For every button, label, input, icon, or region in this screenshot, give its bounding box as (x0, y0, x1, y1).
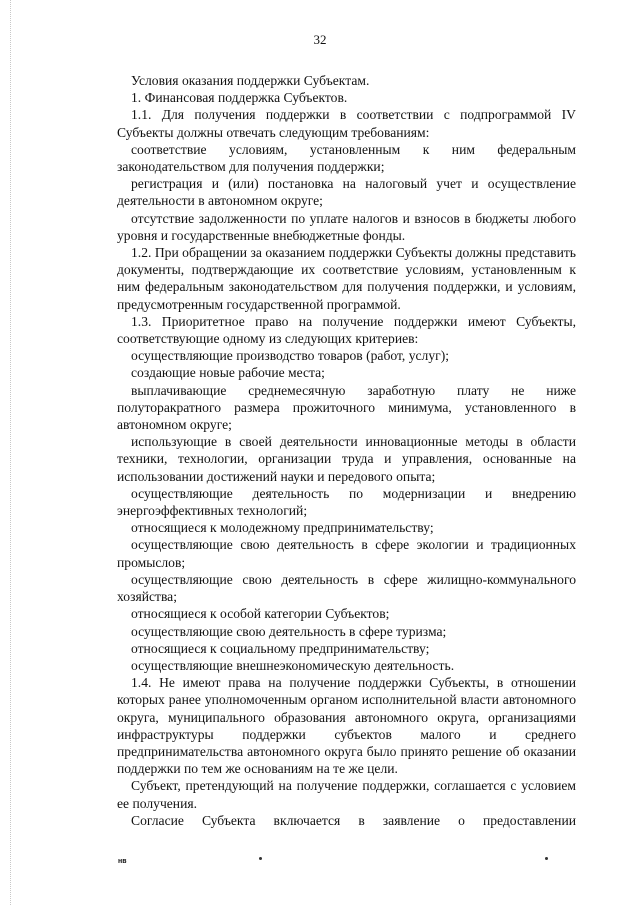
scan-edge (10, 0, 12, 905)
footer-code: нв (118, 858, 127, 865)
criterion-social: относящиеся к социальному предпринимательству; (131, 640, 430, 656)
paragraph-conditions-heading: Условия оказания поддержки Субъектам. (131, 73, 370, 88)
document-body (117, 72, 576, 829)
footer-dot-center (259, 857, 262, 860)
criterion-tourism: осуществляющие свою деятельность в сфере туризма; (131, 623, 447, 639)
criterion-housing: осуществляющие свою деятельность в сфере жилищно-коммунального хозяйства; (117, 571, 576, 605)
criterion-production: осуществляющие производство товаров (работ, услуг); (131, 348, 449, 364)
paragraph-requirement-registration: регистрация и (или) постановка на налоговый учет и осуществление деятельности в автономном округе; (117, 176, 576, 209)
criterion-innovation: использующие в своей деятельности инновационные методы в области техники, технологии, организации труда и управления, основанные на использовании достижений науки и передового опыта; (117, 434, 576, 484)
criterion-modernization: осуществляющие деятельность по модернизации и внедрению энергоэффективных технологий; (117, 485, 576, 519)
criterion-special-category: относящиеся к особой категории Субъектов; (131, 606, 390, 622)
paragraph-consent: Субъект, претендующий на получение поддержки, соглашается с условием ее получения. (117, 778, 576, 811)
paragraph-1-1: 1.1. Для получения поддержки в соответствии с подпрограммой IV Субъекты должны отвечать следующим требованиям: (117, 107, 576, 140)
criterion-foreign-trade: осуществляющие внешнеэкономическую деятельность. (131, 657, 455, 673)
paragraph-1-4: 1.4. Не имеют права на получение поддержки Субъекты, в отношении которых ранее уполномоченным органом исполнительной власти автономного округа, муниципального образования автономного округа, организациями инфраструктуры поддержки субъектов малого и среднего предпринимательства автономного округа было принято решение об оказании поддержки по тем же основаниям на те же цели. (117, 675, 576, 777)
paragraph-requirement-federal: соответствие условиям, установленным к ним федеральным законодательством для получения поддержки; (117, 141, 576, 175)
paragraph-consent-application: Согласие Субъекта включается в заявление о предоставлении (131, 812, 576, 828)
paragraph-1-3: 1.3. Приоритетное право на получение поддержки имеют Субъекты, соответствующие одному из следующих критериев: (117, 313, 576, 347)
paragraph-financial-support: 1. Финансовая поддержка Субъектов. (131, 90, 348, 106)
paragraph-1-2: 1.2. При обращении за оказанием поддержки Субъекты должны представить документы, подтверждающие их соответствие условиям, установленным к ним федеральным законодательством для получения поддержки, и условиям, предусмотренным государственной программой. (117, 245, 576, 312)
page-number: 32 (313, 32, 327, 47)
criterion-ecology: осуществляющие свою деятельность в сфере экологии и традиционных промыслов; (117, 537, 576, 570)
footer-dot-right (545, 857, 548, 860)
criterion-youth: относящиеся к молодежному предпринимательству; (131, 520, 434, 536)
paragraph-requirement-no-debt: отсутствие задолженности по уплате налогов и взносов в бюджеты любого уровня и государственные внебюджетные фонды. (117, 210, 576, 243)
criterion-new-jobs: создающие новые рабочие места; (131, 365, 325, 381)
criterion-salary: выплачивающие среднемесячную заработную плату не ниже полуторакратного размера прожиточного минимума, установленного в автономном округе; (117, 382, 576, 433)
